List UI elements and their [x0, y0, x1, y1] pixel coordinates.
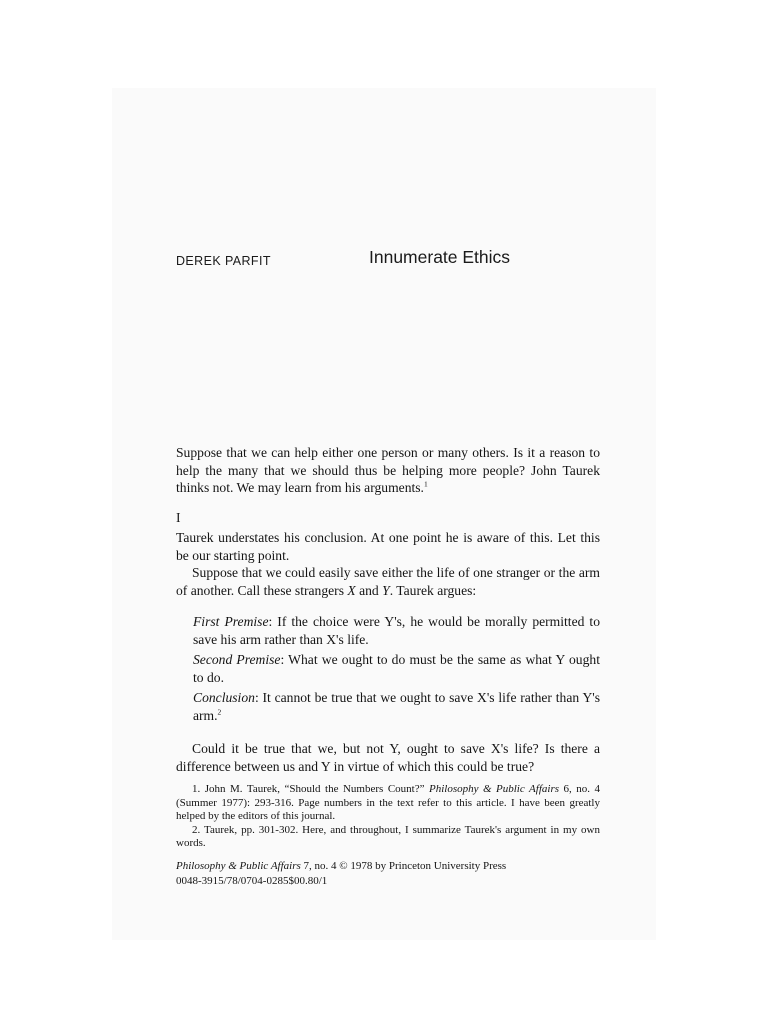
- var-x: X: [347, 582, 356, 598]
- premise-text: : It cannot be true that we ought to save X's life rather than Y's arm.: [193, 690, 600, 723]
- premises-block: [193, 613, 600, 727]
- footnote-ref-1[interactable]: 1: [423, 479, 428, 489]
- footnote-1: [176, 783, 600, 824]
- journal-info: [176, 859, 600, 888]
- fn1-end: 6, no. 4 (Summer 1977): 293-316. Page numbers in the text refer to this article. I have been greatly helped by the editors of this journal.: [176, 783, 600, 822]
- intro-text: Suppose that we can help either one person or many others. Is it a reason to help the many that we should thus be helping more people? John Taurek thinks not. We may learn from his arguments.: [176, 445, 600, 495]
- journal-code: 0048-3915/78/0704-0285$00.80/1: [176, 874, 328, 887]
- journal-citation-text: 7, no. 4 © 1978 by Princeton University Press: [300, 860, 507, 872]
- para-2-end: . Taurek argues:: [389, 582, 477, 598]
- footnote-ref-2[interactable]: 2: [217, 706, 222, 716]
- journal-name: Philosophy & Public Affairs: [176, 860, 301, 872]
- fn1-start: 1. John M. Taurek, “Should the Numbers Count?”: [192, 783, 429, 795]
- premise-label: Conclusion: [193, 690, 255, 705]
- premise-text: : What we ought to do must be the same as what Y ought to do.: [193, 652, 600, 685]
- section-paragraph-1: [176, 529, 600, 599]
- para-3-text: Could it be true that we, but not Y, ought to save X's life? Is there a difference between us and Y in virtue of which this could be true?: [176, 741, 600, 774]
- premise-item: [193, 689, 600, 724]
- journal-citation: [176, 859, 600, 874]
- fn1-journal: Philosophy & Public Affairs: [428, 783, 559, 795]
- premise-text: : If the choice were Y's, he would be morally permitted to save his arm rather than X's life.: [193, 614, 600, 647]
- para-2-and: and: [355, 582, 383, 598]
- article-title: Innumerate Ethics: [369, 247, 511, 267]
- premise-item: [193, 613, 600, 648]
- var-y: Y: [382, 582, 390, 598]
- section-number: I: [176, 510, 181, 525]
- premise-label: First Premise: [193, 614, 269, 629]
- intro-paragraph: [176, 444, 600, 497]
- footnote-2: 2. Taurek, pp. 301-302. Here, and throughout, I summarize Taurek's argument in my own words.: [176, 823, 600, 849]
- para-2-text: Suppose that we could easily save either the life of one stranger or the arm of another. Call these strangers: [176, 565, 600, 598]
- section-paragraph-3: [176, 740, 600, 775]
- premise-item: [193, 651, 600, 686]
- author-name: DEREK PARFIT: [176, 254, 271, 268]
- premise-label: Second Premise: [193, 652, 281, 667]
- footnotes: [176, 783, 600, 851]
- para-2: [176, 564, 600, 599]
- para-text: Taurek understates his conclusion. At one point he is aware of this. Let this be our starting point.: [176, 530, 600, 563]
